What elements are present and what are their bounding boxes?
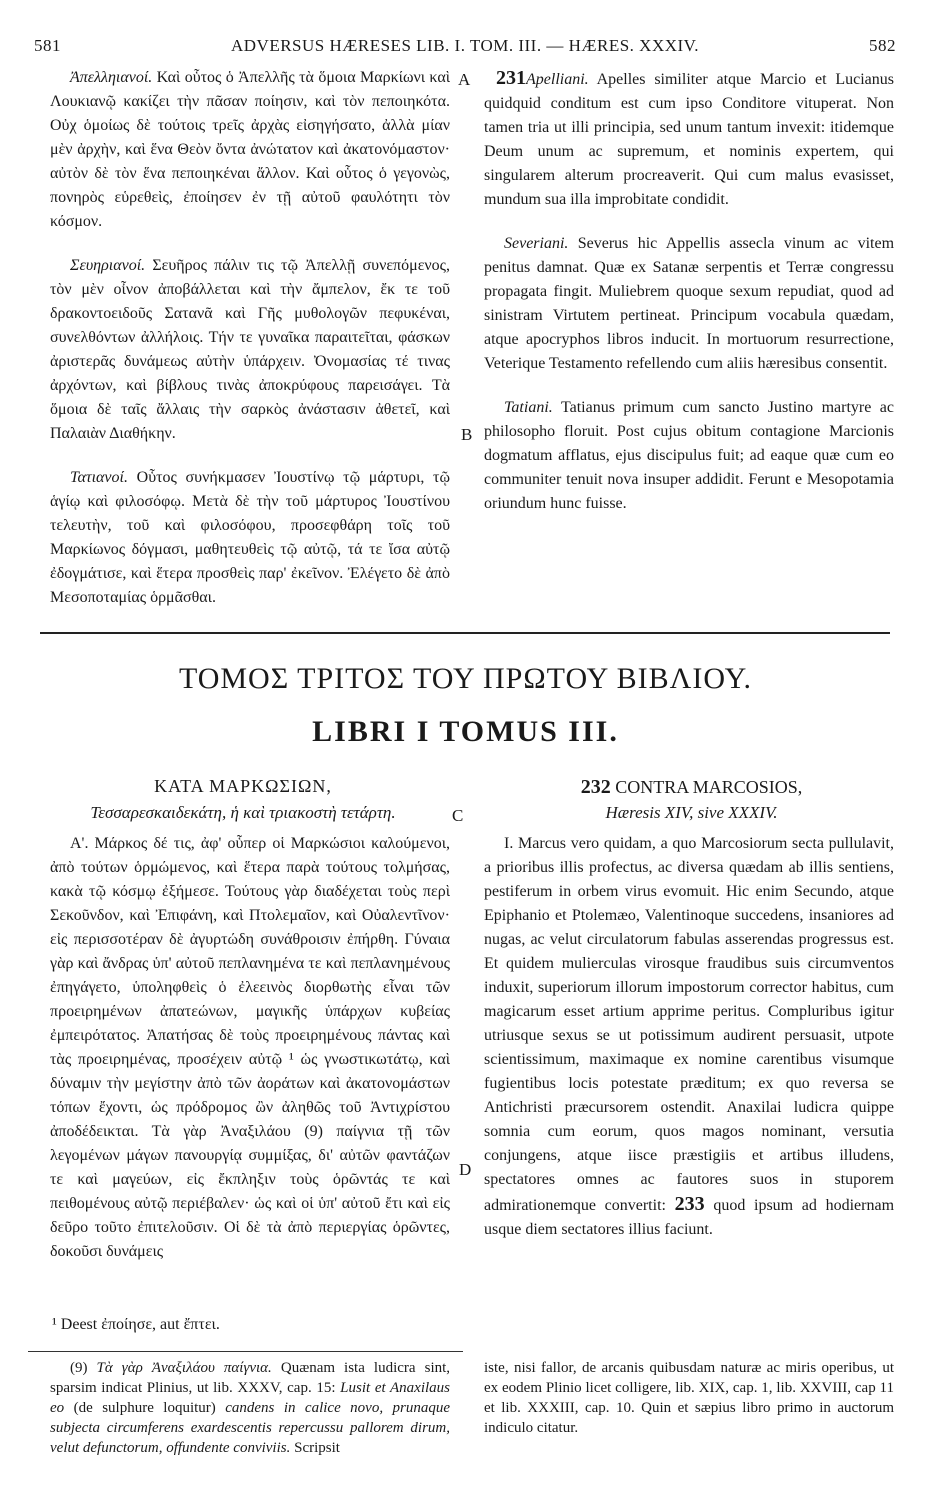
- latin-severiani: Severiani. Severus hic Appellis assecla vinum ac vitem penitus damnat. Quæ ex Satanæ serpentis et Terræ congressu propagata fingit. Muliebrem quoque sexum repudiat, quod ad sinistram Virtutem pertineat. Principum vocabula quædam, atque apocryphos libros inducit. In mortuorum resurrectione, Veterique Testamento refellendo cum aliis hæresibus consentit.: [484, 235, 895, 372]
- greek-apelliani: Ἀπελληιανοί. Καὶ οὗτος ὁ Ἀπελλῆς τὰ ὅμοια Μαρκίωνι καὶ Λουκιανῷ κακίζει τὴν πᾶσαν ποίησιν, καὶ τὸν πεποιηκότα. Οὐχ ὁμοίως δὲ τούτοις τρεῖς ἀρχὰς εἰσηγήσατο, ἀλλὰ μίαν μὲν ἀρχὴν, καὶ ἕνα Θεὸν ὄντα ἀνώτατον καὶ ἀκατονόμαστον· αὐτὸν δὲ τὸν ἕνα πεποιηκέναι ἄλλον. Καὶ οὗτος ὁ γεγονὼς, πονηρὸς εὑρεθεὶς, ἐποίησεν ἐν τῇ αὐτοῦ φαυλότητι τὸν κόσμον.: [50, 69, 451, 230]
- margin-letter-c: C: [452, 806, 464, 825]
- section-divider: [40, 632, 890, 634]
- greek-footnote: ¹ Deest ἐποίησε, aut ἔπτει.: [52, 1316, 220, 1333]
- latin-subheading: Hæresis XIV, sive XXXIV.: [605, 803, 778, 822]
- margin-letter-a: A: [458, 70, 471, 89]
- latin-heading: 232 CONTRA MARCOSIOS,: [580, 776, 803, 798]
- greek-severiani: Σευηριανοί. Σευῆρος πάλιν τις τῷ Ἀπελλῇ συνεπόμενος, τὸν μὲν οἶνον ἀποβάλλεται καὶ τὴν ἄμπελον, ἔκ τε τοῦ δρακοντοειδοῦς Σατανᾶ καὶ Γῆς μυθολογῶν πεφυκέναι, συνελθόντων ἀλλήλοις. Τήν τε γυναῖκα παραιτεῖται, φάσκων ἀριστερᾶς δυνάμεως αὐτὴν ὑπάρχειν. Ὀνομασίας τέ τινας ἀρχόντων, καὶ βίβλους τινὰς ἀποκρύφους παρεισάγει. Τὰ ὅμοια δὲ ταῖς ἄλλαις τὴν σαρκὸς ἀνάστασιν ἀθετεῖ, καὶ Παλαιὰν Διαθήκην.: [50, 257, 450, 442]
- margin-letter-d: D: [459, 1160, 472, 1179]
- greek-marcosians-body: Α'. Μάρκος δέ τις, ἀφ' οὗπερ οἱ Μαρκώσιοι καλούμενοι, ἀπὸ τούτων ὁρμώμενος, καὶ ἕτερα παρὰ τούτους τολμήσας, κακὰ τῷ κόσμῳ ἐξήμεσε. Τούτους γὰρ διαδέχεται τοὺς περὶ Σεκοῦνδον, καὶ Ἐπιφάνη, καὶ Πτολεμαῖον, καὶ Οὐαλεντῖνον· εἰς περισσοτέραν δὲ ἀγυρτώδη συνάθροισιν ἐπήρθη. Γύναια γὰρ καὶ ἄνδρας ὑπ' αὐτοῦ πεπλανημένα τε καὶ πεπλανημένους ἐπηγάγετο, ὑποληφθεὶς ὁ ἐλεεινὸς διορθωτὴς εἶναι τῶν προειρημένων ἀπατεώνων, μαγικῆς ὑπάρχων κυβείας ἐμπειρότατος. Ἀπατήσας δὲ τοὺς προειρημένους πάντας καὶ τὰς προειρημένας, προσέχειν αὐτῷ ¹ ὡς γνωστικωτάτῳ, καὶ δύναμιν τὴν μεγίστην ἀπὸ τῶν ἀοράτων καὶ ἀκατονομάστων τόπων ἔχοντι, ὡς πρόδρομος ὢν ἀληθῶς τοῦ Ἀντιχρίστου ἀποδέδεικται. Τὰ γὰρ Ἀναξιλάου (9) παίγνια τῇ τῶν λεγομένων μάγων πανουργίᾳ συμμίξας, δι' αὐτῶν φαντάζων τε καὶ μαγεύων, εἰς ἔκπληξιν τοὺς ὁρῶντάς τε καὶ πειθομένους αὐτῷ περιέβαλεν· ὡς καὶ οἱ ὑπ' αὐτοῦ ἔτι καὶ εἰς δεῦρο τοῦτο ἐπιτελοῦσιν. Οἱ δὲ τὰ ἀπὸ περιεργίας ὁρῶντες, δοκοῦσι δυνάμεις: [50, 835, 450, 1260]
- greek-subheading: Τεσσαρεσκαιδεκάτη, ἡ καὶ τριακοστὴ τετάρτη.: [90, 803, 396, 822]
- greek-section-title: ΤΟΜΟΣ ΤΡΙΤΟΣ ΤΟΥ ΠΡΩΤΟΥ ΒΙΒΛΙΟΥ.: [178, 662, 753, 695]
- greek-tatiani: Τατιανοί. Οὗτος συνήκμασεν Ἰουστίνῳ τῷ μάρτυρι, τῷ ἁγίῳ καὶ φιλοσόφῳ. Μετὰ δὲ τὴν τοῦ μάρτυρος Ἰουστίνου τελευτὴν, τοῦ καὶ φιλοσόφου, προσεφθάρη τοῖς τοῦ Μαρκίωνος δόγμασι, μαθητευθεὶς τῷ αὐτῷ, τά τε ἴσα αὐτῷ ἐδογμάτισε, καὶ ἕτερα προσθεὶς παρ' ἐκεῖνον. Ἐλέγετο δὲ ἀπὸ Μεσοποταμίας ὁρμᾶσθαι.: [50, 469, 451, 606]
- page-number-left: 581: [34, 36, 61, 55]
- latin-tatiani: Tatiani. Tatianus primum cum sancto Justino martyre ac philosopho floruit. Post cujus obitum contagione Marcionis dogmatum afflatus, ejus discipulus fuit; ad eaque quæ cum eo communiter tenuit nova insuper addidit. Ferunt e Mesopotamia oriundum hunc fuisse.: [484, 399, 895, 512]
- note-left: (9) Τὰ γὰρ Ἀναξιλάου παίγνια. Quænam ista ludicra sint, sparsim indicat Plinius, ut lib. XXXV, cap. 15: Lusit et Anaxilaus eo (de sulphure loquitur) candens in calice novo, prunaque subjecta circumferens exardescentis repercussu pallorem dirum, velut defunctorum, offundente conviviis. Scripsit: [50, 1360, 451, 1456]
- latin-marcosians-body: I. Marcus vero quidam, a quo Marcosiorum secta pullulavit, a prioribus illis profectus, ac diversa quædam ab illis sentiens, pestiferum in orbem virus evomuit. Hic enim Secundo, atque Epiphanio et Ptolemæo, Valentinoque succedens, insaniores ad nugas, ac velut circulatorum fabulas asserendas progressus est. Et quidem mulierculas virosque fraudibus suis circumventos induxit, superiorum illorum impostorum corrector habitus, cum magicarum esset artium apprime peritus. Compluribus igitur utriusque sexus se ut potissimum audirent persuasit, utpote scientissimum, maximaque ex nomine carentibus visumque fugientibus locis potestate præditum; ex quo reversa se Antichristi præcursorem ostendit. Anaxilai ludicra quippe somnia cum eorum, quos magos nominant, versutia conjungens, atque iisce præstigiis et artibus illudens, spectatores omnes ac fautores suos in stuporem admirationemque convertit: 233 quod ipsum ad hodiernam usque diem sectatores illius faciunt.: [484, 835, 895, 1238]
- page-number-right: 582: [869, 36, 896, 55]
- running-head: [34, 36, 896, 60]
- note-right: iste, nisi fallor, de arcanis quibusdam naturæ ac miris operibus, ut ex eodem Plinio licet colligere, lib. XIX, cap. 1, lib. XXVIII, cap 11 et lib. XXXIII, cap. 10. Quin et sæpius libro primo in auctorum indiculo citatur.: [484, 1360, 894, 1436]
- greek-column-top: [50, 66, 450, 610]
- greek-heading: ΚΑΤΑ ΜΑΡΚΩΣΙΩΝ,: [154, 776, 332, 796]
- latin-column-top: [484, 66, 894, 516]
- margin-letter-b: B: [461, 425, 473, 444]
- latin-apelliani: 231Apelliani. Apelles similiter atque Marcio et Lucianus quidquid conditum est cum ipso Conditore vituperat. Non tamen tria ut illi principia, sed unum tantum invexit: itidemque Deum unum ac supremum, et nominis expertem, qui singularem alterum procreaverit. Qui cum malus evasisset, mundum sua illa improbitate condidit.: [484, 67, 894, 208]
- footnote-rule: [28, 1351, 463, 1352]
- running-title: ADVERSUS HÆRESES LIB. I. TOM. III. — HÆRES. XXXIV.: [231, 36, 699, 55]
- latin-section-title: LIBRI I TOMUS III.: [312, 715, 619, 748]
